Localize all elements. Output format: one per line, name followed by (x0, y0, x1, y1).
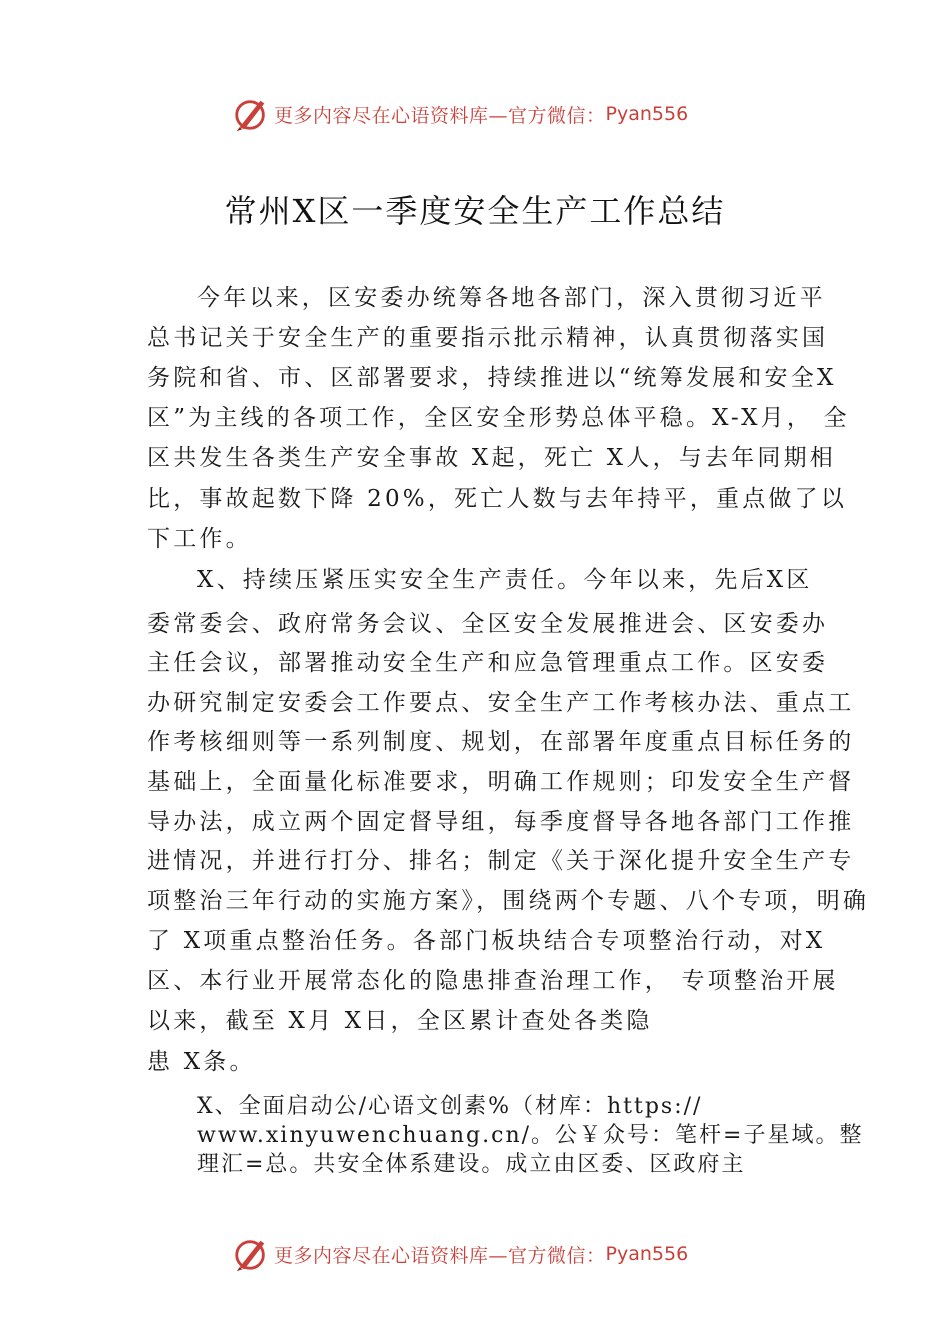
body-line: 区共发生各类生产安全事故 X起，死亡 X人，与去年同期相 (147, 445, 836, 471)
body-line: 下工作。 (147, 526, 252, 552)
footer-watermark (232, 1234, 688, 1274)
body-line: 总书记关于安全生产的重要指示批示精神，认真贯彻落实国 (147, 325, 829, 351)
body-line: 了 X项重点整治任务。各部门板块结合专项整治行动，对X (147, 928, 826, 954)
red-pen-circle-logo-icon (232, 1235, 270, 1273)
header-watermark (232, 94, 688, 134)
body-line: 进情况，并进行打分、排名；制定《关于深化提升安全生产专 (147, 848, 855, 874)
watermark-text: 更多内容尽在心语资料库—官方微信： (274, 104, 606, 127)
body-line: X、持续压紧压实安全生产责任。今年以来，先后X区 (197, 567, 813, 593)
red-pen-circle-logo-icon (232, 95, 270, 133)
body-line: 项整治三年行动的实施方案》，围绕两个专题、八个专项，明确 (147, 888, 870, 914)
body-line: 区”为主线的各项工作，全区安全形势总体平稳。X-X月， 全 (147, 405, 850, 431)
document-title: 常州X区一季度安全生产工作总结 (224, 192, 726, 230)
body-line: 委常委会、政府常务会议、全区安全发展推进会、区安委办 (147, 611, 829, 637)
body-line: www.xinyuwenchuang.cn/。公￥众号：笔杆=子星域。整 (197, 1123, 864, 1148)
body-line: 导办法，成立两个固定督导组，每季度督导各地各部门工作推 (147, 809, 855, 835)
body-line: 今年以来，区安委办统筹各地各部门，深入贯彻习近平 (197, 285, 826, 311)
body-line: 基础上，全面量化标准要求，明确工作规则；印发安全生产督 (147, 769, 855, 795)
body-line: 区、本行业开展常态化的隐患排查治理工作， 专项整治开展 (147, 968, 839, 994)
body-line: 以来，截至 X月 X日，全区累计查处各类隐 (147, 1008, 653, 1034)
body-line: 作考核细则等一系列制度、规划，在部署年度重点目标任务的 (147, 729, 855, 755)
body-line: 务院和省、市、区部署要求，持续推进以“统筹发展和安全X (147, 365, 837, 391)
body-line: X、全面启动公/心语文创素%（材库：https:// (197, 1094, 703, 1119)
watermark-wechat-id: Pyan556 (605, 1243, 689, 1265)
body-line: 主任会议，部署推动安全生产和应急管理重点工作。区安委 (147, 650, 829, 676)
body-line: 理汇=总。共安全体系建设。成立由区委、区政府主 (197, 1152, 746, 1177)
body-line: 患 X条。 (147, 1049, 256, 1075)
watermark-wechat-id: Pyan556 (605, 103, 689, 125)
body-line: 办研究制定安委会工作要点、安全生产工作考核办法、重点工 (147, 690, 855, 716)
body-line: 比，事故起数下降 20%，死亡人数与去年持平，重点做了以 (147, 486, 848, 512)
watermark-text: 更多内容尽在心语资料库—官方微信： (274, 1244, 606, 1267)
